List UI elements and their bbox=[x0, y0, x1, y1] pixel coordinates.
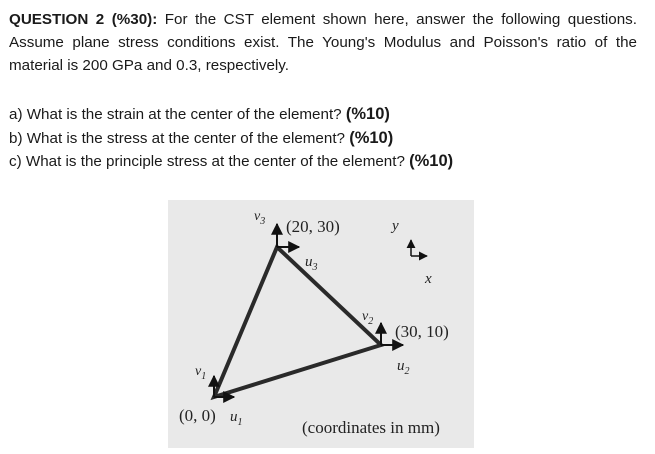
axis-x-label: x bbox=[425, 271, 432, 287]
node2-u-label: $u_2$ bbox=[397, 358, 410, 377]
question-text: a) What is the strain at the center of the element? bbox=[9, 106, 342, 123]
node3-u-label: $u_3$ bbox=[305, 254, 318, 273]
node3-coord: (20, 30) bbox=[286, 217, 340, 236]
node1-v-label: $v_1$ bbox=[195, 364, 207, 382]
question-list bbox=[9, 103, 639, 174]
question-item-a bbox=[9, 103, 639, 127]
question-text: c) What is the principle stress at the center of the element? bbox=[9, 153, 405, 170]
cst-element-figure bbox=[168, 200, 474, 448]
question-body: For the CST element shown here, answer the following questions. Assume plane stress conditions exist. The Young's Modulus and Poisson's ratio of the material is 200 GPa and 0.3, respectively. bbox=[9, 11, 637, 74]
cst-triangle bbox=[214, 247, 381, 397]
question-points: (%10) bbox=[349, 128, 394, 147]
question-points: (%10) bbox=[345, 105, 390, 123]
axes-symbol bbox=[411, 240, 427, 256]
node1-coord: (0, 0) bbox=[179, 406, 216, 425]
coordinates-note: (coordinates in mm) bbox=[302, 418, 440, 437]
question-intro bbox=[9, 8, 637, 77]
question-points: (%10) bbox=[409, 152, 454, 170]
node3-v-label: $v_3$ bbox=[254, 209, 266, 227]
node2-v-label: $v_2$ bbox=[362, 309, 374, 327]
question-text: b) What is the stress at the center of the element? bbox=[9, 129, 345, 147]
axis-y-label: y bbox=[392, 218, 399, 234]
node2-coord: (30, 10) bbox=[395, 322, 449, 341]
question-item-b bbox=[9, 127, 639, 151]
question-item-c bbox=[9, 150, 639, 174]
cst-element-diagram bbox=[168, 200, 474, 448]
node1-u-label: $u_1$ bbox=[230, 409, 243, 428]
question-heading: QUESTION 2 (%30): bbox=[9, 11, 158, 28]
